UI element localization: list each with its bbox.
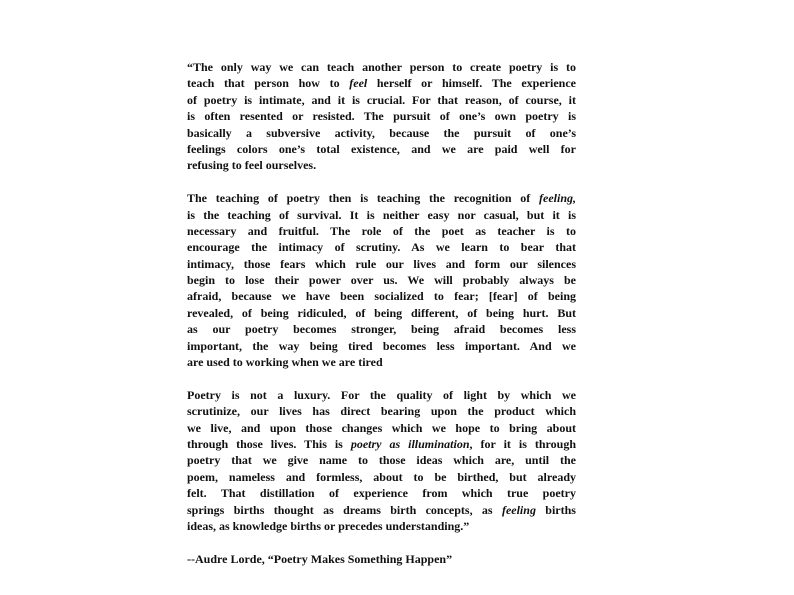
text-segment: births xyxy=(535,502,576,517)
text-segment: Poetry is not a luxury. For the quality of light by which we xyxy=(187,387,576,402)
attribution: --Audre Lorde, “Poetry Makes Something Happen” xyxy=(187,551,453,566)
text-line xyxy=(187,223,576,239)
text-line xyxy=(187,256,576,272)
text-segment: of poetry is intimate, and it is crucial. For that reason, of course, it xyxy=(187,92,576,107)
text-line xyxy=(187,288,576,304)
paragraph-1 xyxy=(187,59,576,174)
text-segment: refusing to feel ourselves. xyxy=(187,158,317,173)
text-line xyxy=(187,420,576,436)
text-line xyxy=(187,190,576,206)
paragraph-3 xyxy=(187,387,576,535)
text-segment: encourage the intimacy of scrutiny. As we learn to bear that xyxy=(187,240,576,255)
quote-document xyxy=(187,59,576,567)
italic-text: feeling xyxy=(501,502,536,517)
text-line xyxy=(187,92,576,108)
text-segment: teach that person how to xyxy=(187,76,350,91)
text-line xyxy=(187,452,576,468)
text-segment: are used to working when we are tired xyxy=(187,355,383,370)
text-line xyxy=(187,272,576,288)
text-line xyxy=(187,59,576,75)
text-segment: revealed, of being ridiculed, of being different, of being hurt. But xyxy=(187,305,576,320)
text-line xyxy=(187,403,576,419)
text-segment: we live, and upon those changes which we hope to bring about xyxy=(187,420,576,435)
text-segment: “The only way we can teach another person to create poetry is to xyxy=(187,60,576,74)
text-line xyxy=(187,485,576,501)
text-line xyxy=(187,141,576,157)
text-segment: herself or himself. The experience xyxy=(367,76,576,91)
paragraph-2 xyxy=(187,190,576,370)
text-line xyxy=(187,518,576,534)
text-line xyxy=(187,469,576,485)
text-line xyxy=(187,436,576,452)
text-line xyxy=(187,387,576,403)
text-line xyxy=(187,75,576,91)
text-segment: feelings colors one’s total existence, and we are paid well for xyxy=(187,141,576,156)
text-line xyxy=(187,321,576,337)
text-segment: felt. That distillation of experience from which true poetry xyxy=(187,486,576,501)
text-segment: through those lives. This is xyxy=(187,436,351,451)
text-segment: poem, nameless and formless, about to be birthed, but already xyxy=(187,469,576,484)
text-line xyxy=(187,338,576,354)
text-segment: , for it is through xyxy=(469,436,576,451)
text-segment: is the teaching of survival. It is neither easy nor casual, but it is xyxy=(187,207,576,222)
text-line xyxy=(187,157,576,173)
text-segment: begin to lose their power over us. We will probably always be xyxy=(187,273,576,288)
text-line xyxy=(187,108,576,124)
text-segment: afraid, because we have been socialized to fear; [fear] of being xyxy=(187,289,576,304)
quote-body xyxy=(187,59,576,534)
text-segment: is often resented or resisted. The pursuit of one’s own poetry is xyxy=(187,109,576,124)
text-line xyxy=(187,354,576,370)
text-segment: important, the way being tired becomes less important. And we xyxy=(187,338,576,353)
italic-text: poetry as illumination xyxy=(350,436,470,451)
text-segment: The teaching of poetry then is teaching the recognition of xyxy=(187,191,539,206)
text-segment: ideas, as knowledge births or precedes understanding.” xyxy=(187,518,470,533)
text-segment: necessary and fruitful. The role of the poet as teacher is to xyxy=(187,223,576,238)
text-line xyxy=(187,502,576,518)
text-line xyxy=(187,125,576,141)
text-segment: scrutinize, our lives has direct bearing upon the product which xyxy=(187,404,576,419)
text-segment: intimacy, those fears which rule our lives and form our silences xyxy=(187,256,576,271)
text-line xyxy=(187,305,576,321)
text-segment: as our poetry becomes stronger, being afraid becomes less xyxy=(187,322,576,337)
italic-text: feeling, xyxy=(539,191,576,206)
italic-text: feel xyxy=(349,76,368,91)
text-segment: springs births thought as dreams birth concepts, as xyxy=(187,502,502,517)
text-line xyxy=(187,239,576,255)
text-segment: basically a subversive activity, because the pursuit of one’s xyxy=(187,125,576,140)
text-line xyxy=(187,207,576,223)
text-segment: poetry that we give name to those ideas which are, until the xyxy=(187,453,576,468)
